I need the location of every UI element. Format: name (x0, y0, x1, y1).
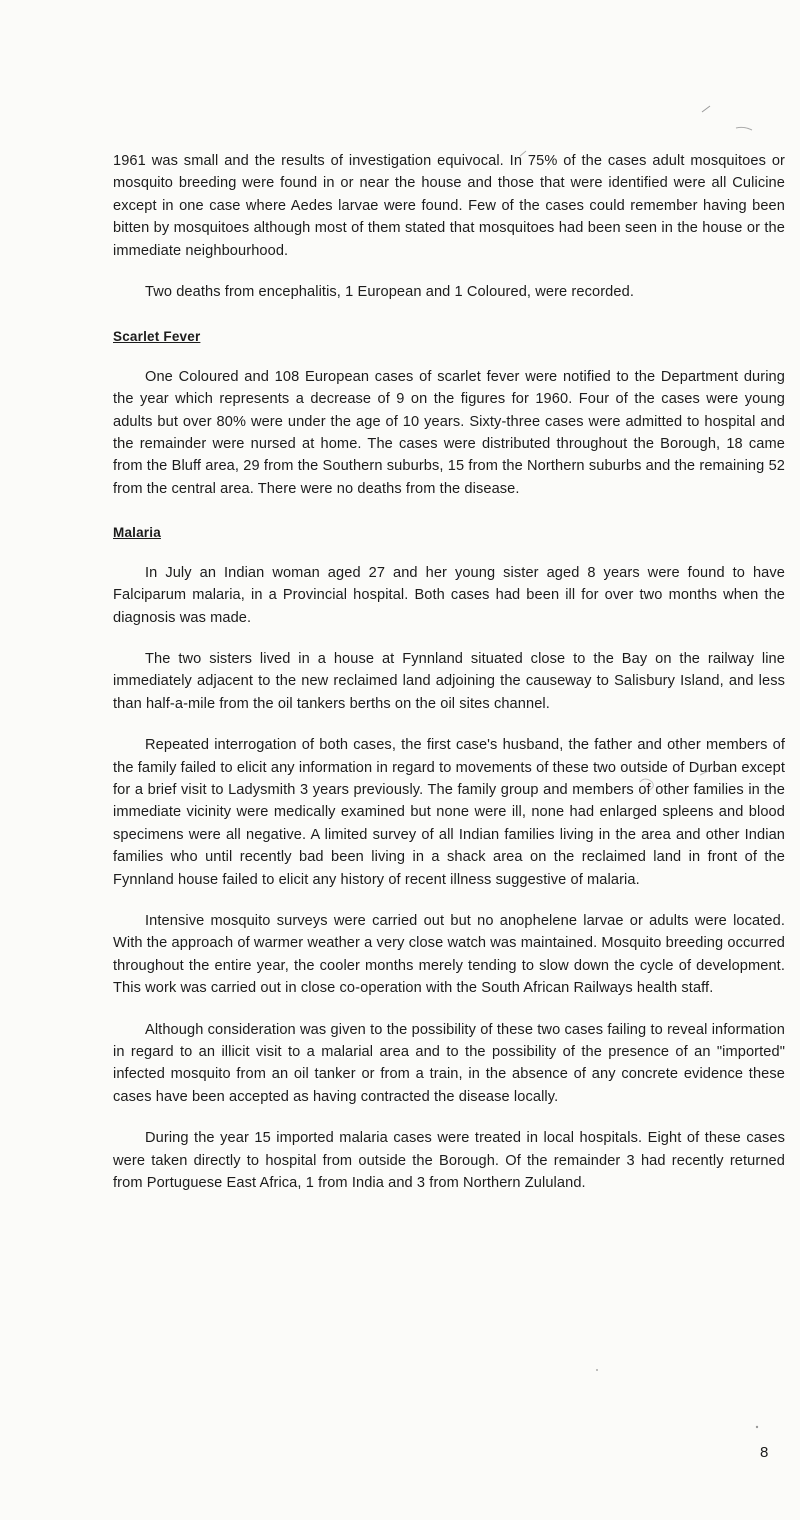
paragraph-encephalitis-deaths: Two deaths from encephalitis, 1 European and 1 Coloured, were recorded. (145, 284, 634, 301)
paragraph-mosquito-investigation: 1961 was small and the results of investigation equivocal. In 75% of the cases adult mosquitoes or mosquito breeding were found in or near the house and those that were identified were all Culicine except in one case where Aedes larvae were found. Few of the cases could remember having been bitten by mosquitoes although most of them stated that mosquitoes had been seen in the house or the immediate neighbourhood. (113, 153, 785, 259)
paragraph-imported-mosquito: Although consideration was given to the possibility of these two cases failing to reveal information in regard to an illicit visit to a malarial area and to the possibility of the presence of an "imported" infected mosquito from an oil tanker or from a train, in the absence of any concrete evidence these cases have been accepted as having contracted the disease locally. (113, 1021, 785, 1105)
heading-scarlet-fever: Scarlet Fever (113, 329, 201, 345)
paragraph-scarlet-fever: One Coloured and 108 European cases of scarlet fever were notified to the Department during the year which represents a decrease of 9 on the figures for 1960. Four of the cases were young adults but over 80% were under the age of 10 years. Sixty-three cases were admitted to hospital and the remainder were nursed at home. The cases were distributed throughout the Borough, 18 came from the Bluff area, 29 from the Southern suburbs, 15 from the Northern suburbs and the remaining 52 from the central area. There were no deaths from the disease. (113, 368, 785, 497)
body-text (113, 150, 785, 1194)
paragraph-imported-cases: During the year 15 imported malaria cases were treated in local hospitals. Eight of these cases were taken directly to hospital from outside the Borough. Of the remainder 3 had recently returned from Portuguese East Africa, 1 from India and 3 from Northern Zululand. (113, 1130, 785, 1192)
paragraph-fynnland-house: The two sisters lived in a house at Fynnland situated close to the Bay on the railway line immediately adjacent to the new reclaimed land adjoining the causeway to Salisbury Island, and less than half-a-mile from the oil tankers berths on the oil sites channel. (113, 650, 785, 712)
paragraph-interrogation: Repeated interrogation of both cases, the first case's husband, the father and other members of the family failed to elicit any information in regard to movements of these two outside of Durban except for a brief visit to Ladysmith 3 years previously. The family group and members of other families in the immediate vicinity were medically examined but none were ill, none had enlarged spleens and blood specimens were all negative. A limited survey of all Indian families living in the area and other Indian families who until recently bad been living in a shack area on the reclaimed land in front of the Fynnland house failed to elicit any history of recent illness suggestive of malaria. (113, 737, 785, 888)
paragraph-mosquito-surveys: Intensive mosquito surveys were carried out but no anophelene larvae or adults were located. With the approach of warmer weather a very close watch was maintained. Mosquito breeding occurred throughout the entire year, the cooler months merely tending to slow down the cycle of development. This work was carried out in close co-operation with the South African Railways health staff. (113, 912, 785, 997)
heading-malaria: Malaria (113, 525, 161, 541)
page-number: 8 (760, 1444, 769, 1461)
paragraph-malaria-cases: In July an Indian woman aged 27 and her young sister aged 8 years were found to have Falciparum malaria, in a Provincial hospital. Both cases had been ill for over two months when the diagnosis was made. (113, 564, 785, 626)
